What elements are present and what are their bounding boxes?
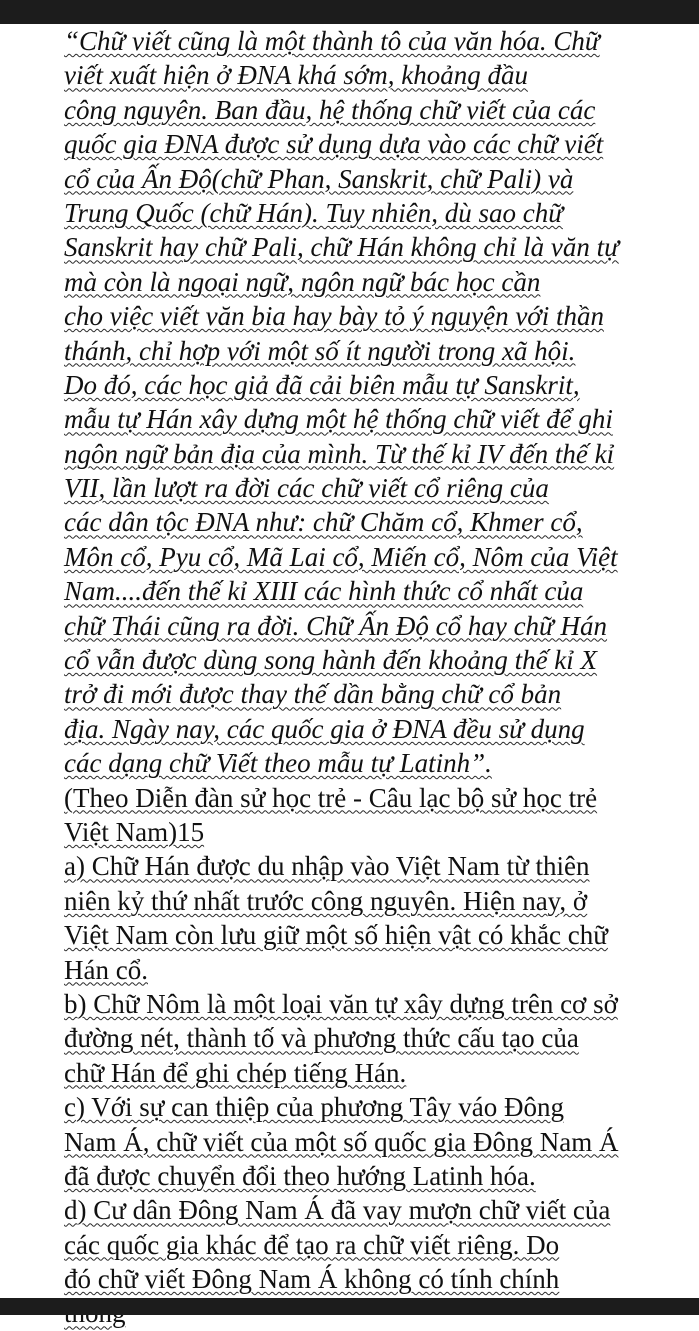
option-b-line: chữ Hán để ghi chép tiếng Hán. <box>64 1057 407 1088</box>
quote-line: Môn cổ, Pyu cổ, Mã Lai cổ, Miến cổ, Nôm của Việt <box>64 541 618 572</box>
option-a <box>64 849 694 987</box>
quote-line: địa. Ngày nay, các quốc gia ở ĐNA đều sử dụng <box>64 713 585 744</box>
option-d-line: đó chữ viết Đông Nam Á không có tính chính <box>64 1264 560 1295</box>
option-b <box>64 987 694 1090</box>
option-d <box>64 1193 694 1312</box>
quote-line: Nam....đến thế kỉ XIII các hình thức cổ nhất của <box>64 576 584 607</box>
option-a-line: Hán cổ. <box>64 954 148 985</box>
quote-line: Sanskrit hay chữ Pali, chữ Hán không chỉ là văn tự <box>64 232 619 263</box>
source-line: Việt Nam)15 <box>64 816 205 847</box>
quote-passage <box>64 24 694 781</box>
quote-line: quốc gia ĐNA được sử dụng dựa vào các chữ viết <box>64 129 604 160</box>
option-c <box>64 1090 694 1193</box>
option-b-line: b) Chữ Nôm là một loại văn tự xây dựng trên cơ sở <box>64 988 618 1019</box>
option-d-line: các quốc gia khác để tạo ra chữ viết riêng. Do <box>64 1229 560 1260</box>
quote-line: thánh, chỉ hợp với một số ít người trong xã hội. <box>64 335 576 366</box>
source-citation <box>64 781 694 850</box>
quote-line: Trung Quốc (chữ Hán). Tuy nhiên, dù sao chữ <box>64 197 563 228</box>
quote-line: chữ Thái cũng ra đời. Chữ Ấn Độ cổ hay chữ Hán <box>64 610 608 641</box>
document-body <box>64 24 694 1312</box>
quote-line: “Chữ viết cũng là một thành tô của văn hóa. Chữ <box>64 26 600 56</box>
quote-line: cho việc viết văn bia hay bày tỏ ý nguyện với thần <box>64 301 604 332</box>
quote-line: cổ của Ấn Độ(chữ Phan, Sanskrit, chữ Pali) và <box>64 163 574 194</box>
quote-line: mẫu tự Hán xây dựng một hệ thống chữ viết để ghi <box>64 404 613 435</box>
quote-line: công nguyên. Ban đầu, hệ thống chữ viết của các <box>64 94 596 125</box>
quote-line: ngôn ngữ bản địa của mình. Từ thế kỉ IV đến thế kỉ <box>64 438 615 469</box>
option-d-line: d) Cư dân Đông Nam Á đã vay mượn chữ viết của <box>64 1195 611 1226</box>
quote-line: VII, lần lượt ra đời các chữ viết cổ riêng của <box>64 473 549 504</box>
option-b-line: đường nét, thành tố và phương thức cấu tạo của <box>64 1023 579 1054</box>
top-dark-bar <box>0 0 699 24</box>
quote-line: mà còn là ngoại ngữ, ngôn ngữ bác học cần <box>64 266 541 297</box>
bottom-dark-bar <box>0 1298 699 1315</box>
quote-line: Do đó, các học giả đã cải biên mẫu tự Sanskrit, <box>64 369 580 400</box>
quote-line: trở đi mới được thay thế dần bằng chữ cổ bản <box>64 679 562 710</box>
quote-line: cổ vẫn được dùng song hành đến khoảng thế kỉ X <box>64 645 598 676</box>
option-a-line: Việt Nam còn lưu giữ một số hiện vật có khắc chữ <box>64 920 608 951</box>
quote-line: các dạng chữ Viết theo mẫu tự Latinh”. <box>64 748 492 779</box>
option-c-line: Nam Á, chữ viết của một số quốc gia Đông Nam Á <box>64 1126 619 1157</box>
quote-line: viết xuất hiện ở ĐNA khá sớm, khoảng đầu <box>64 60 528 91</box>
quote-line: các dân tộc ĐNA như: chữ Chăm cổ, Khmer cổ, <box>64 507 583 538</box>
option-a-line: niên kỷ thứ nhất trước công nguyên. Hiện nay, ở <box>64 885 588 916</box>
option-c-line: c) Với sự can thiệp của phương Tây váo Đông <box>64 1092 564 1123</box>
option-a-line: a) Chữ Hán được du nhập vào Việt Nam từ thiên <box>64 851 590 882</box>
source-line: (Theo Diễn đàn sử học trẻ - Câu lạc bộ sử học trẻ <box>64 782 598 813</box>
option-c-line: đã được chuyển đổi theo hướng Latinh hóa. <box>64 1160 536 1191</box>
